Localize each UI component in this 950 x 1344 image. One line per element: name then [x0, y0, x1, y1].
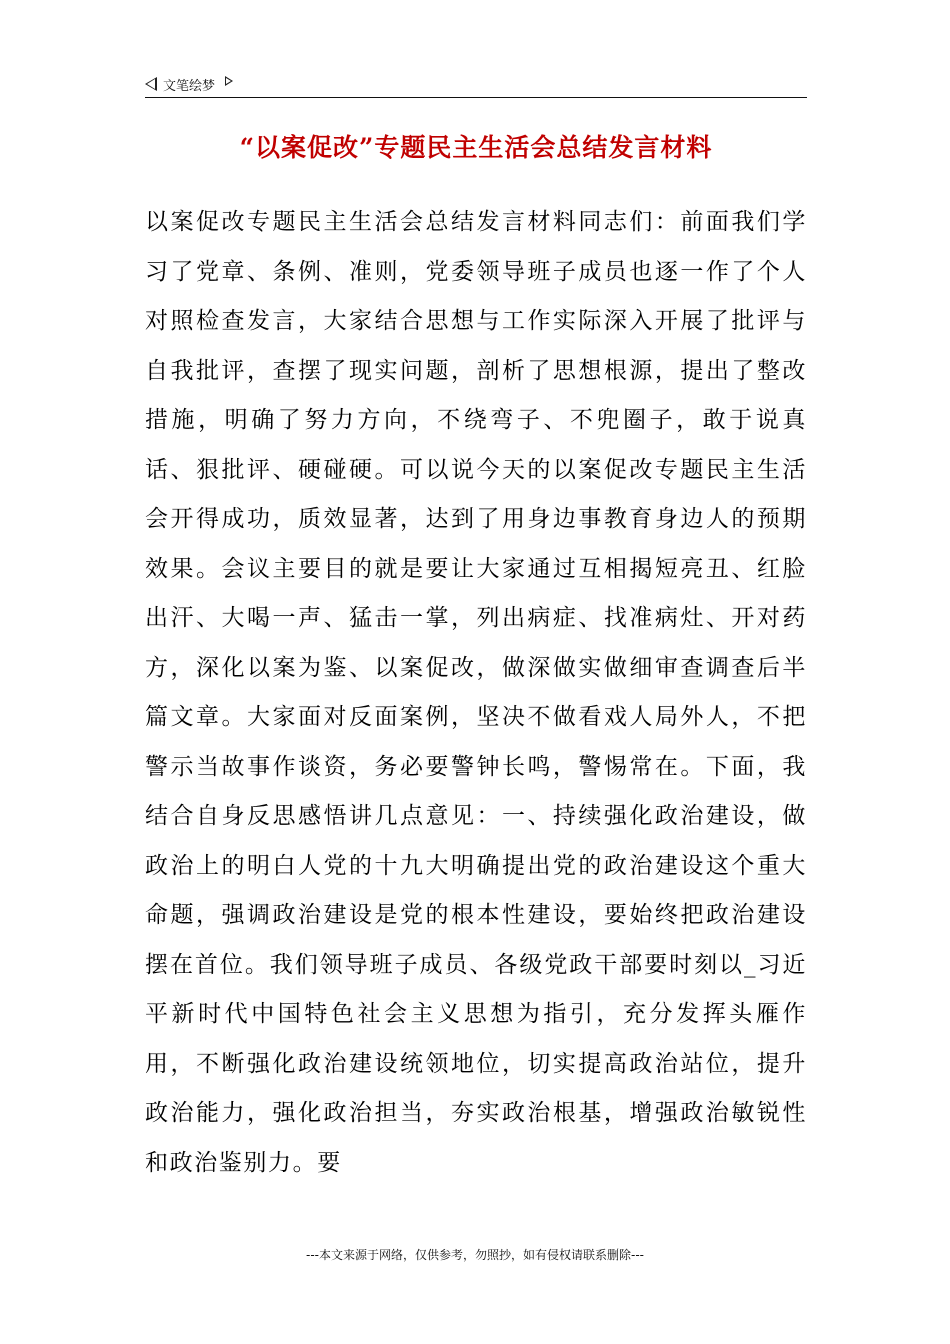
header-divider — [145, 97, 807, 98]
header-label: 文笔绘梦 — [163, 78, 216, 94]
triangle-right-icon — [225, 76, 233, 86]
document-title: “以案促改”专题民主生活会总结发言材料 — [239, 133, 713, 162]
triangle-left-icon — [145, 77, 157, 91]
footer-notice: ---本文来源于网络，仅供参考，勿照抄，如有侵权请联系删除--- — [306, 1248, 644, 1262]
page-header — [145, 72, 233, 96]
document-body: 以案促改专题民主生活会总结发言材料同志们：前面我们学习了党章、条例、准则，党委领导班子成员也逐一作了个人对照检查发言，大家结合思想与工作实际深入开展了批评与自我批评，查摆了现实问题，剖析了思想根源，提出了整改措施，明确了努力方向，不绕弯子、不兜圈子，敢于说真话、狠批评、硬碰硬。可以说今天的以案促改专题民主生活会开得成功，质效显著，达到了用身边事教育身边人的预期效果。会议主要目的就是要让大家通过互相揭短亮丑、红脸出汗、大喝一声、猛击一掌，列出病症、找准病灶、开对药方，深化以案为鉴、以案促改，做深做实做细审查调查后半篇文章。大家面对反面案例，坚决不做看戏人局外人，不把警示当故事作谈资，务必要警钟长鸣，警惕常在。下面，我结合自身反思感悟讲几点意见：一、持续强化政治建设，做政治上的明白人党的十九大明确提出党的政治建设这个重大命题，强调政治建设是党的根本性建设，要始终把政治建设摆在首位。我们领导班子成员、各级党政干部要时刻以_习近平新时代中国特色社会主义思想为指引，充分发挥头雁作用，不断强化政治建设统领地位，切实提高政治站位，提升政治能力，强化政治担当，夯实政治根基，增强政治敏锐性和政治鉴别力。要 — [145, 209, 807, 1176]
